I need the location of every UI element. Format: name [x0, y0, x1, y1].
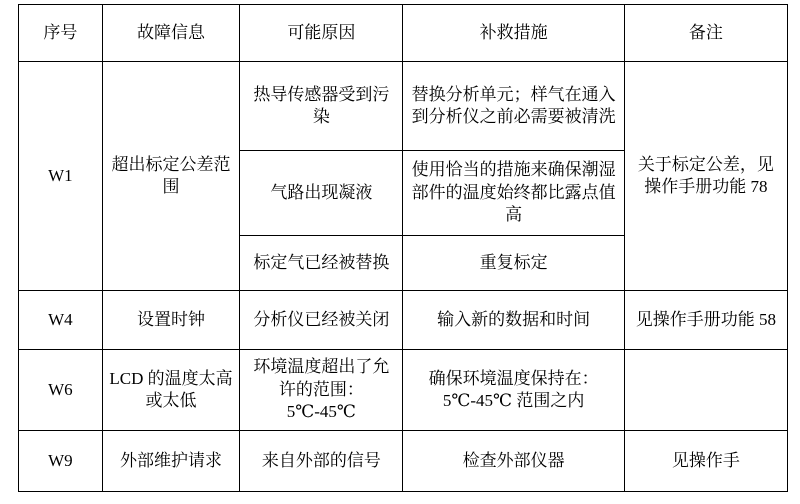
column-header-remedy: 补救措施 — [403, 5, 624, 62]
cell-remedy: 确保环境温度保持在：5℃-45℃ 范围之内 — [403, 350, 624, 431]
cell-info-w6: LCD 的温度太高或太低 — [102, 350, 239, 431]
cell-code-w9: W9 — [19, 431, 103, 492]
cell-note-w6 — [624, 350, 787, 431]
cell-remedy: 替换分析单元；样气在通入到分析仪之前必需要被清洗 — [403, 62, 624, 151]
cell-cause: 气路出现凝液 — [240, 151, 403, 236]
cell-cause: 热导传感器受到污染 — [240, 62, 403, 151]
fault-message-table — [18, 4, 788, 492]
column-header-no: 序号 — [19, 5, 103, 62]
cell-cause: 分析仪已经被关闭 — [240, 291, 403, 350]
cell-cause: 标定气已经被替换 — [240, 236, 403, 291]
cell-note-w1: 关于标定公差，见操作手册功能 78 — [624, 62, 787, 291]
column-header-info: 故障信息 — [102, 5, 239, 62]
table-row — [19, 62, 788, 151]
cell-note-w4: 见操作手册功能 58 — [624, 291, 787, 350]
cell-code-w4: W4 — [19, 291, 103, 350]
cell-remedy: 重复标定 — [403, 236, 624, 291]
cell-remedy: 检查外部仪器 — [403, 431, 624, 492]
cell-remedy: 使用恰当的措施来确保潮湿部件的温度始终都比露点值高 — [403, 151, 624, 236]
cell-code-w6: W6 — [19, 350, 103, 431]
cell-info-w1: 超出标定公差范围 — [102, 62, 239, 291]
cell-info-w4: 设置时钟 — [102, 291, 239, 350]
cell-code-w1: W1 — [19, 62, 103, 291]
cell-remedy: 输入新的数据和时间 — [403, 291, 624, 350]
document-page — [0, 4, 800, 504]
cell-note-w9: 见操作手 — [624, 431, 787, 492]
table-row — [19, 350, 788, 431]
table-row — [19, 291, 788, 350]
table-header — [19, 5, 788, 62]
cell-info-w9: 外部维护请求 — [102, 431, 239, 492]
table-header-row — [19, 5, 788, 62]
table-row — [19, 431, 788, 492]
column-header-cause: 可能原因 — [240, 5, 403, 62]
column-header-note: 备注 — [624, 5, 787, 62]
cell-cause: 来自外部的信号 — [240, 431, 403, 492]
table-body — [19, 62, 788, 492]
cell-cause: 环境温度超出了允许的范围：5℃-45℃ — [240, 350, 403, 431]
